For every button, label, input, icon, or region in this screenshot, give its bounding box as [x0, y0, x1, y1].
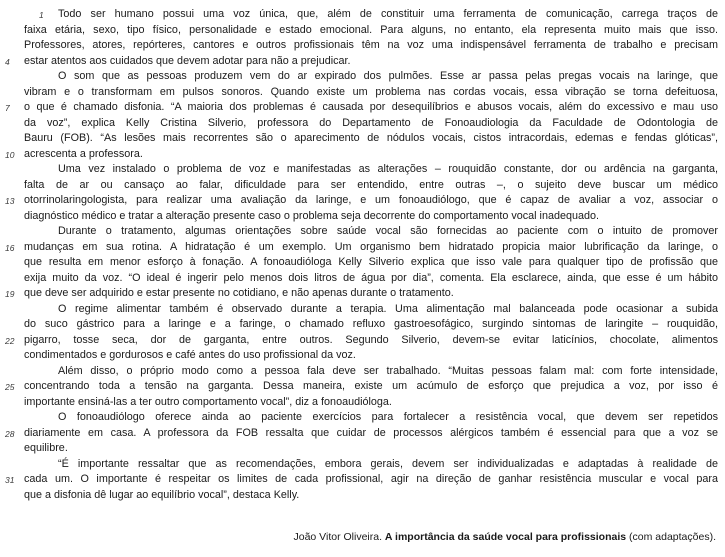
- passage-line: [24, 364, 718, 380]
- passage-line-text: Todo ser humano possui uma voz única, que, além de constituir uma ferramenta de comunicação, carrega traços de: [58, 8, 718, 20]
- passage-line-text: vibram e o transformam em pulsos sonoros. Quando existe um problema nas cordas vocais, essa vibração se torna defeituosa,: [24, 85, 718, 98]
- passage-line-text: concentrando toda a tensão na garganta. Dessa maneira, existe um acúmulo de esforço que prejudica a voz, por isso é: [24, 380, 718, 392]
- passage-line: [24, 23, 718, 39]
- passage-line-text: que resulta em menor esforço à fonação. A fonoaudióloga Kelly Silverio explica que isso vale para qualquer tipo de profissão que: [24, 256, 718, 268]
- passage-text-block: [5, 7, 718, 503]
- passage-line-text: Bauru (FOB). “As lesões mais recorrentes são o aparecimento de nódulos vocais, cistos intracordais, edemas e fendas glóticas”,: [24, 132, 718, 144]
- source-author: João Vitor Oliveira.: [293, 531, 385, 543]
- passage-line-text: diariamente em casa. A professora da FOB ressalta que cuidar de processos alérgicos também é essencial para que a voz se: [24, 426, 718, 439]
- passage-line-text: da voz”, explica Kelly Cristina Silverio, professora do Departamento de Fonoaudiologia da Faculdade de Odontologia de: [24, 116, 718, 129]
- passage-line: [5, 333, 718, 349]
- passage-line: [24, 410, 718, 426]
- passage-line: [24, 395, 718, 411]
- source-title: A importância da saúde vocal para profissionais: [384, 531, 627, 543]
- passage-line: [5, 286, 718, 302]
- line-number: 16: [5, 242, 15, 253]
- passage-line: [5, 100, 718, 116]
- passage-line: [24, 457, 718, 473]
- passage-line: [5, 472, 718, 488]
- passage-line: [5, 379, 718, 395]
- passage-line-text: Durante o tratamento, algumas orientações sobre saúde vocal são fornecidas ao paciente com o intuito de promover: [58, 225, 718, 237]
- passage-line-text: cada um. O importante é respeitar os limites de cada profissional, agir na direção de ganhar resistência muscular e vocal para: [24, 473, 718, 485]
- passage-line: [24, 441, 718, 457]
- passage-line-text: o que é chamado disfonia. “A maioria dos problemas é causada por desequilíbrios e abusos vocais, além do excessivo e mau uso: [24, 101, 718, 113]
- passage-line-text: diagnóstico médico e tratar a alteração presente caso o problema seja decorrente do comportamento vocal inadequado.: [24, 209, 599, 222]
- passage-line-text: condimentados e gordurosos e café antes do uso profissional da voz.: [24, 349, 356, 361]
- source-attribution: [24, 530, 716, 544]
- line-number: 13: [5, 196, 15, 206]
- passage-line-text: estar atentos aos cuidados que devem adotar para não a prejudicar.: [24, 54, 351, 67]
- passage-line-text: O fonoaudiólogo oferece ainda ao paciente exercícios para fortalecer a resistência vocal, que devem ser repetidos: [58, 411, 718, 423]
- passage-line: [24, 178, 718, 194]
- passage-line: [24, 224, 718, 240]
- passage-line: [24, 255, 718, 271]
- passage-line: [24, 85, 718, 101]
- passage-line-text: O som que as pessoas produzem vem do ar expirado dos pulmões. Esse ar passa pelas pregas vocais na laringe, que: [58, 70, 718, 82]
- line-number: 25: [5, 382, 15, 392]
- line-number: 4: [5, 56, 10, 67]
- passage-line: [5, 426, 718, 442]
- passage-line: [24, 7, 718, 23]
- passage-line-text: pigarro, tosse seca, dor de garganta, entre outros. Segundo Silverio, devem-se evitar laticínios, chocolate, alimentos: [24, 333, 718, 346]
- passage-line: [24, 271, 718, 287]
- line-number: 31: [5, 475, 15, 485]
- passage-line-text: que deve ser adquirido e estar presente no cotidiano, e não apenas durante o tratamento.: [24, 287, 454, 299]
- passage-line-text: do suco gástrico para a laringe e a faringe, o chamado refluxo gastroesofágico, surgindo sintomas de laringite – rouquidão,: [24, 318, 718, 330]
- source-suffix: (com adaptações).: [626, 531, 716, 543]
- passage-line: [24, 317, 718, 333]
- passage-line: [24, 302, 718, 318]
- passage-line: [24, 131, 718, 147]
- passage-line-text: Professores, atores, repórteres, cantores e outros profissionais têm na voz uma indispensável ferramenta de trabalho e precisam: [24, 39, 718, 51]
- passage-line-text: faixa etária, sexo, tipo físico, personalidade e estado emocional. Para alguns, no entanto, ela representa muito mais que isso.: [24, 23, 718, 36]
- passage-line: [5, 54, 718, 70]
- line-number: 10: [5, 149, 15, 160]
- passage-line-text: otorrinolaringologista, para realizar uma avaliação da laringe, e um fonoaudiólogo, que é capaz de avaliar a voz, associar o: [24, 194, 718, 206]
- passage-line: [24, 348, 718, 364]
- passage-line: [5, 240, 718, 256]
- passage-line: [24, 38, 718, 54]
- line-number: 22: [5, 335, 15, 346]
- line-number: 7: [5, 103, 10, 113]
- passage-line: [24, 116, 718, 132]
- passage-line-text: O regime alimentar também é observado durante a terapia. Uma alimentação mal balanceada pode ocasionar a subida: [58, 302, 718, 315]
- passage-line: [24, 69, 718, 85]
- line-number: 19: [5, 289, 15, 299]
- passage-line-text: Uma vez instalado o problema de voz e manifestadas as alterações – rouquidão constante, dor ou ardência na garganta,: [58, 163, 718, 175]
- passage-line-text: Além disso, o próprio modo como a pessoa fala deve ser trabalhado. “Muitas pessoas falam mal: com forte intensidade,: [58, 364, 718, 377]
- passage-line: [5, 193, 718, 209]
- passage-line-text: “É importante ressaltar que as recomendações, embora gerais, devem ser individualizadas e adaptadas à realidade de: [58, 457, 718, 470]
- passage-line-text: que a disfonia dê lugar ao equilíbrio vocal”, destaca Kelly.: [24, 488, 300, 501]
- passage-line: [24, 162, 718, 178]
- line-number: 1: [39, 10, 44, 20]
- passage-line: [24, 209, 718, 225]
- passage-line: [24, 488, 718, 504]
- passage-line: [5, 147, 718, 163]
- passage-line-text: importante ensiná-las a ter outro comportamento vocal”, diz a fonoaudióloga.: [24, 395, 392, 408]
- passage-line-text: equilibre.: [24, 442, 68, 454]
- passage-line-text: falta de ar ou cansaço ao falar, dificuldade para ser entendido, entre outras –, o sujeito deve buscar um médico: [24, 178, 718, 191]
- line-number: 28: [5, 428, 15, 439]
- passage-line-text: exija muito da voz. “O ideal é ingerir pelo menos dois litros de água por dia”, comenta. Ela esclarece, ainda, que esse é um hábito: [24, 271, 718, 284]
- passage-line-text: acrescenta a professora.: [24, 147, 143, 160]
- passage-line-text: mudanças em sua rotina. A hidratação é um exemplo. Um organismo bem hidratado propicia maior lubrificação da laringe, o: [24, 240, 718, 253]
